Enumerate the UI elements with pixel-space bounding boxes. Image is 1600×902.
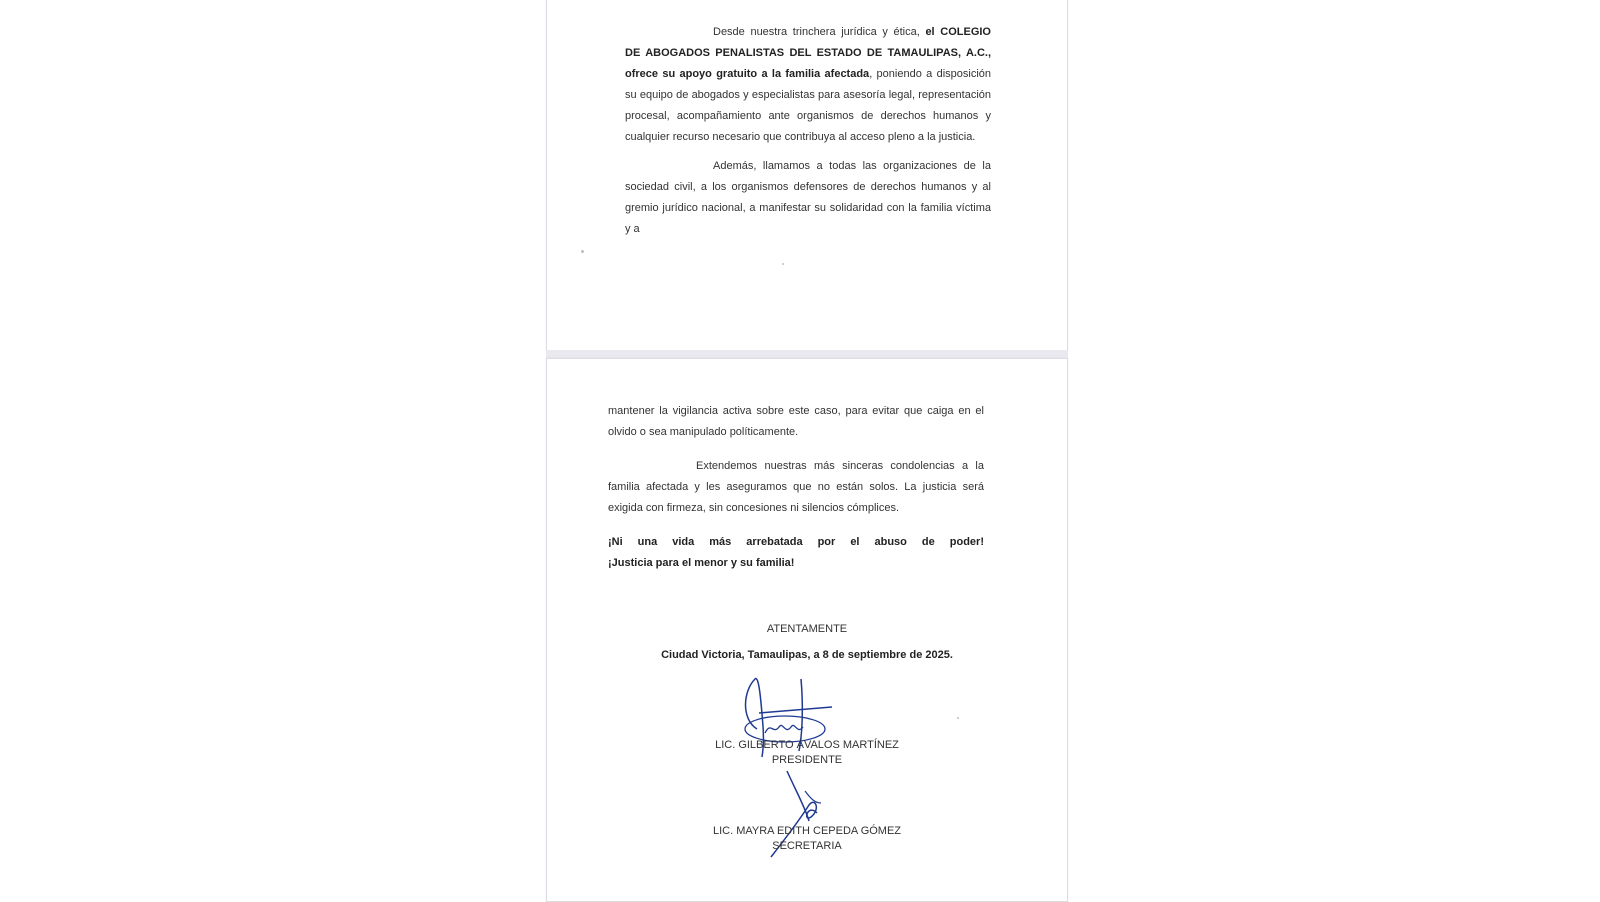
signer1-role: PRESIDENTE xyxy=(771,754,843,766)
slogan-line-1: ¡Ni una vida más arrebatada por el abuso de poder! xyxy=(608,536,984,548)
page-separator xyxy=(546,350,1068,358)
scan-speck xyxy=(581,250,584,253)
bold-organization-text: el COLEGIO DE ABOGADOS PENALISTAS DEL ESTADO DE TAMAULIPAS, A.C., ofrece su apoyo gratuito a la familia afectada xyxy=(625,26,991,80)
document-page-1 xyxy=(546,0,1068,351)
paragraph-support-offer: Desde nuestra trinchera jurídica y ética, el COLEGIO DE ABOGADOS PENALISTAS DEL ESTADO DE TAMAULIPAS, A.C., ofrece su apoyo gratuito a la familia afectada, poniendo a disposición su equipo de abogados y especialistas para asesoría legal, representación procesal, acompañamiento ante organismos de derechos humanos y cualquier recurso necesario que contribuya al acceso pleno a la justicia. xyxy=(625,26,992,143)
signer2-name: LIC. MAYRA EDITH CEPEDA GÓMEZ xyxy=(712,825,902,837)
signer1-name: LIC. GILBERTO ÁVALOS MARTÍNEZ xyxy=(715,739,899,751)
paragraph-condolences: Extendemos nuestras más sinceras condolencias a la familia afectada y les aseguramos que no están solos. La justicia será exigida con firmeza, sin concesiones ni silencios cómplices. xyxy=(608,460,984,514)
paragraph-slogan xyxy=(608,532,984,574)
slogan-line-2: ¡Justicia para el menor y su familia! xyxy=(608,557,795,569)
scan-speck xyxy=(782,263,784,265)
paragraph-vigilance: mantener la vigilancia activa sobre este caso, para evitar que caiga en el olvido o sea manipulado políticamente. xyxy=(608,405,984,438)
document-page-2 xyxy=(546,358,1068,902)
place-date: Ciudad Victoria, Tamaulipas, a 8 de septiembre de 2025. xyxy=(661,649,953,661)
paragraph-call-to-organizations: Además, llamamos a todas las organizaciones de la sociedad civil, a los organismos defensores de derechos humanos y al gremio jurídico nacional, a manifestar su solidaridad con la familia víctima y a xyxy=(625,160,991,235)
signer2-role: SECRETARIA xyxy=(772,840,842,852)
scan-speck xyxy=(957,717,959,719)
closing-text: ATENTAMENTE xyxy=(766,623,848,635)
